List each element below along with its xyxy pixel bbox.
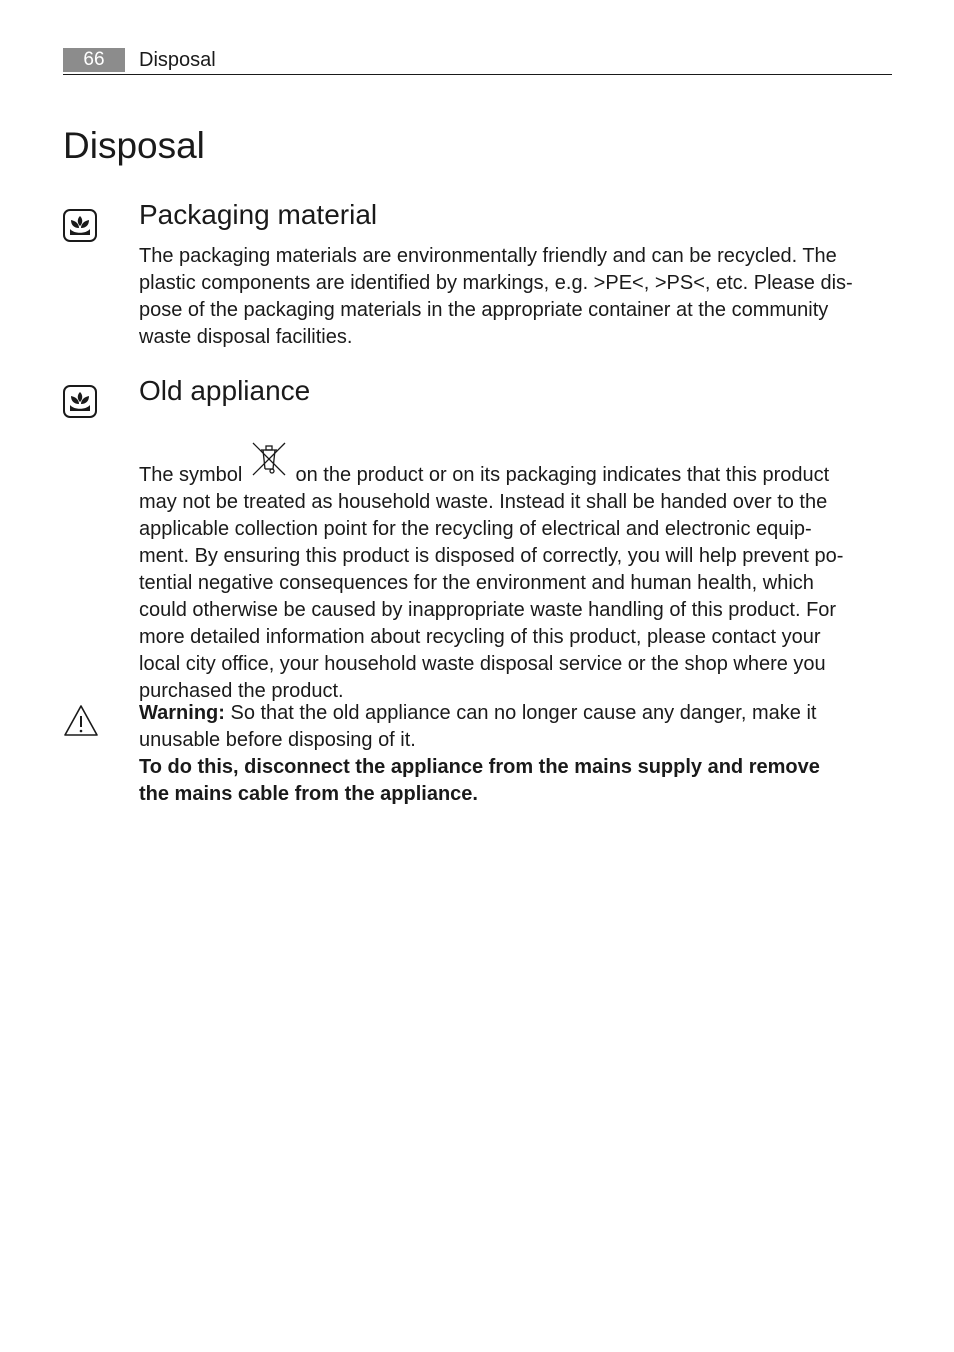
text-line: on the product or on its packaging indicates that this product [295, 464, 830, 486]
text-line: The packaging materials are environmentally friendly and can be recycled. The [139, 245, 837, 267]
text-line [139, 781, 899, 808]
text-line: applicable collection point for the recycling of electrical and electronic equip- [139, 518, 812, 540]
text-line: ment. By ensuring this product is disposed of correctly, you will help prevent po- [139, 545, 844, 567]
packaging-heading: Packaging material [139, 199, 378, 230]
text-line: purchased the product. [139, 680, 344, 702]
crossed-out-wheelie-bin-icon [251, 441, 287, 477]
header-section-title: Disposal [139, 49, 216, 71]
symbol-prefix: The symbol [139, 464, 243, 486]
packaging-text [139, 243, 899, 351]
text-line: could otherwise be caused by inappropriate waste handling of this product. For [139, 599, 837, 621]
environment-icon [63, 385, 97, 418]
environment-icon [63, 209, 97, 242]
warning-bold-line: To do this, disconnect the appliance from the mains supply and remove [139, 756, 820, 778]
warning-line: So that the old appliance can no longer cause any danger, make it [230, 702, 817, 724]
text-line: waste disposal facilities. [139, 326, 353, 348]
text-line: pose of the packaging materials in the appropriate container at the community [139, 299, 829, 321]
page-header [63, 46, 892, 75]
old-appliance-heading: Old appliance [139, 375, 311, 406]
page-title: Disposal [63, 125, 205, 166]
text-line [139, 447, 899, 489]
warning-triangle-icon [63, 704, 99, 738]
warning-label: Warning: [139, 702, 225, 724]
text-line: plastic components are identified by markings, e.g. >PE<, >PS<, etc. Please dis- [139, 272, 853, 294]
warning-bold-line: the mains cable from the appliance. [139, 783, 478, 805]
text-line: more detailed information about recycling of this product, please contact your [139, 626, 821, 648]
header-rule [63, 74, 892, 75]
text-line [139, 754, 899, 781]
text-line: unusable before disposing of it. [139, 729, 416, 751]
text-line [139, 700, 899, 727]
text-line: local city office, your household waste disposal service or the shop where you [139, 653, 826, 675]
old-appliance-text [139, 447, 899, 705]
warning-text [139, 700, 899, 808]
page-number: 66 [63, 48, 125, 72]
text-line: tential negative consequences for the environment and human health, which [139, 572, 814, 594]
text-line: may not be treated as household waste. Instead it shall be handed over to the [139, 491, 828, 513]
